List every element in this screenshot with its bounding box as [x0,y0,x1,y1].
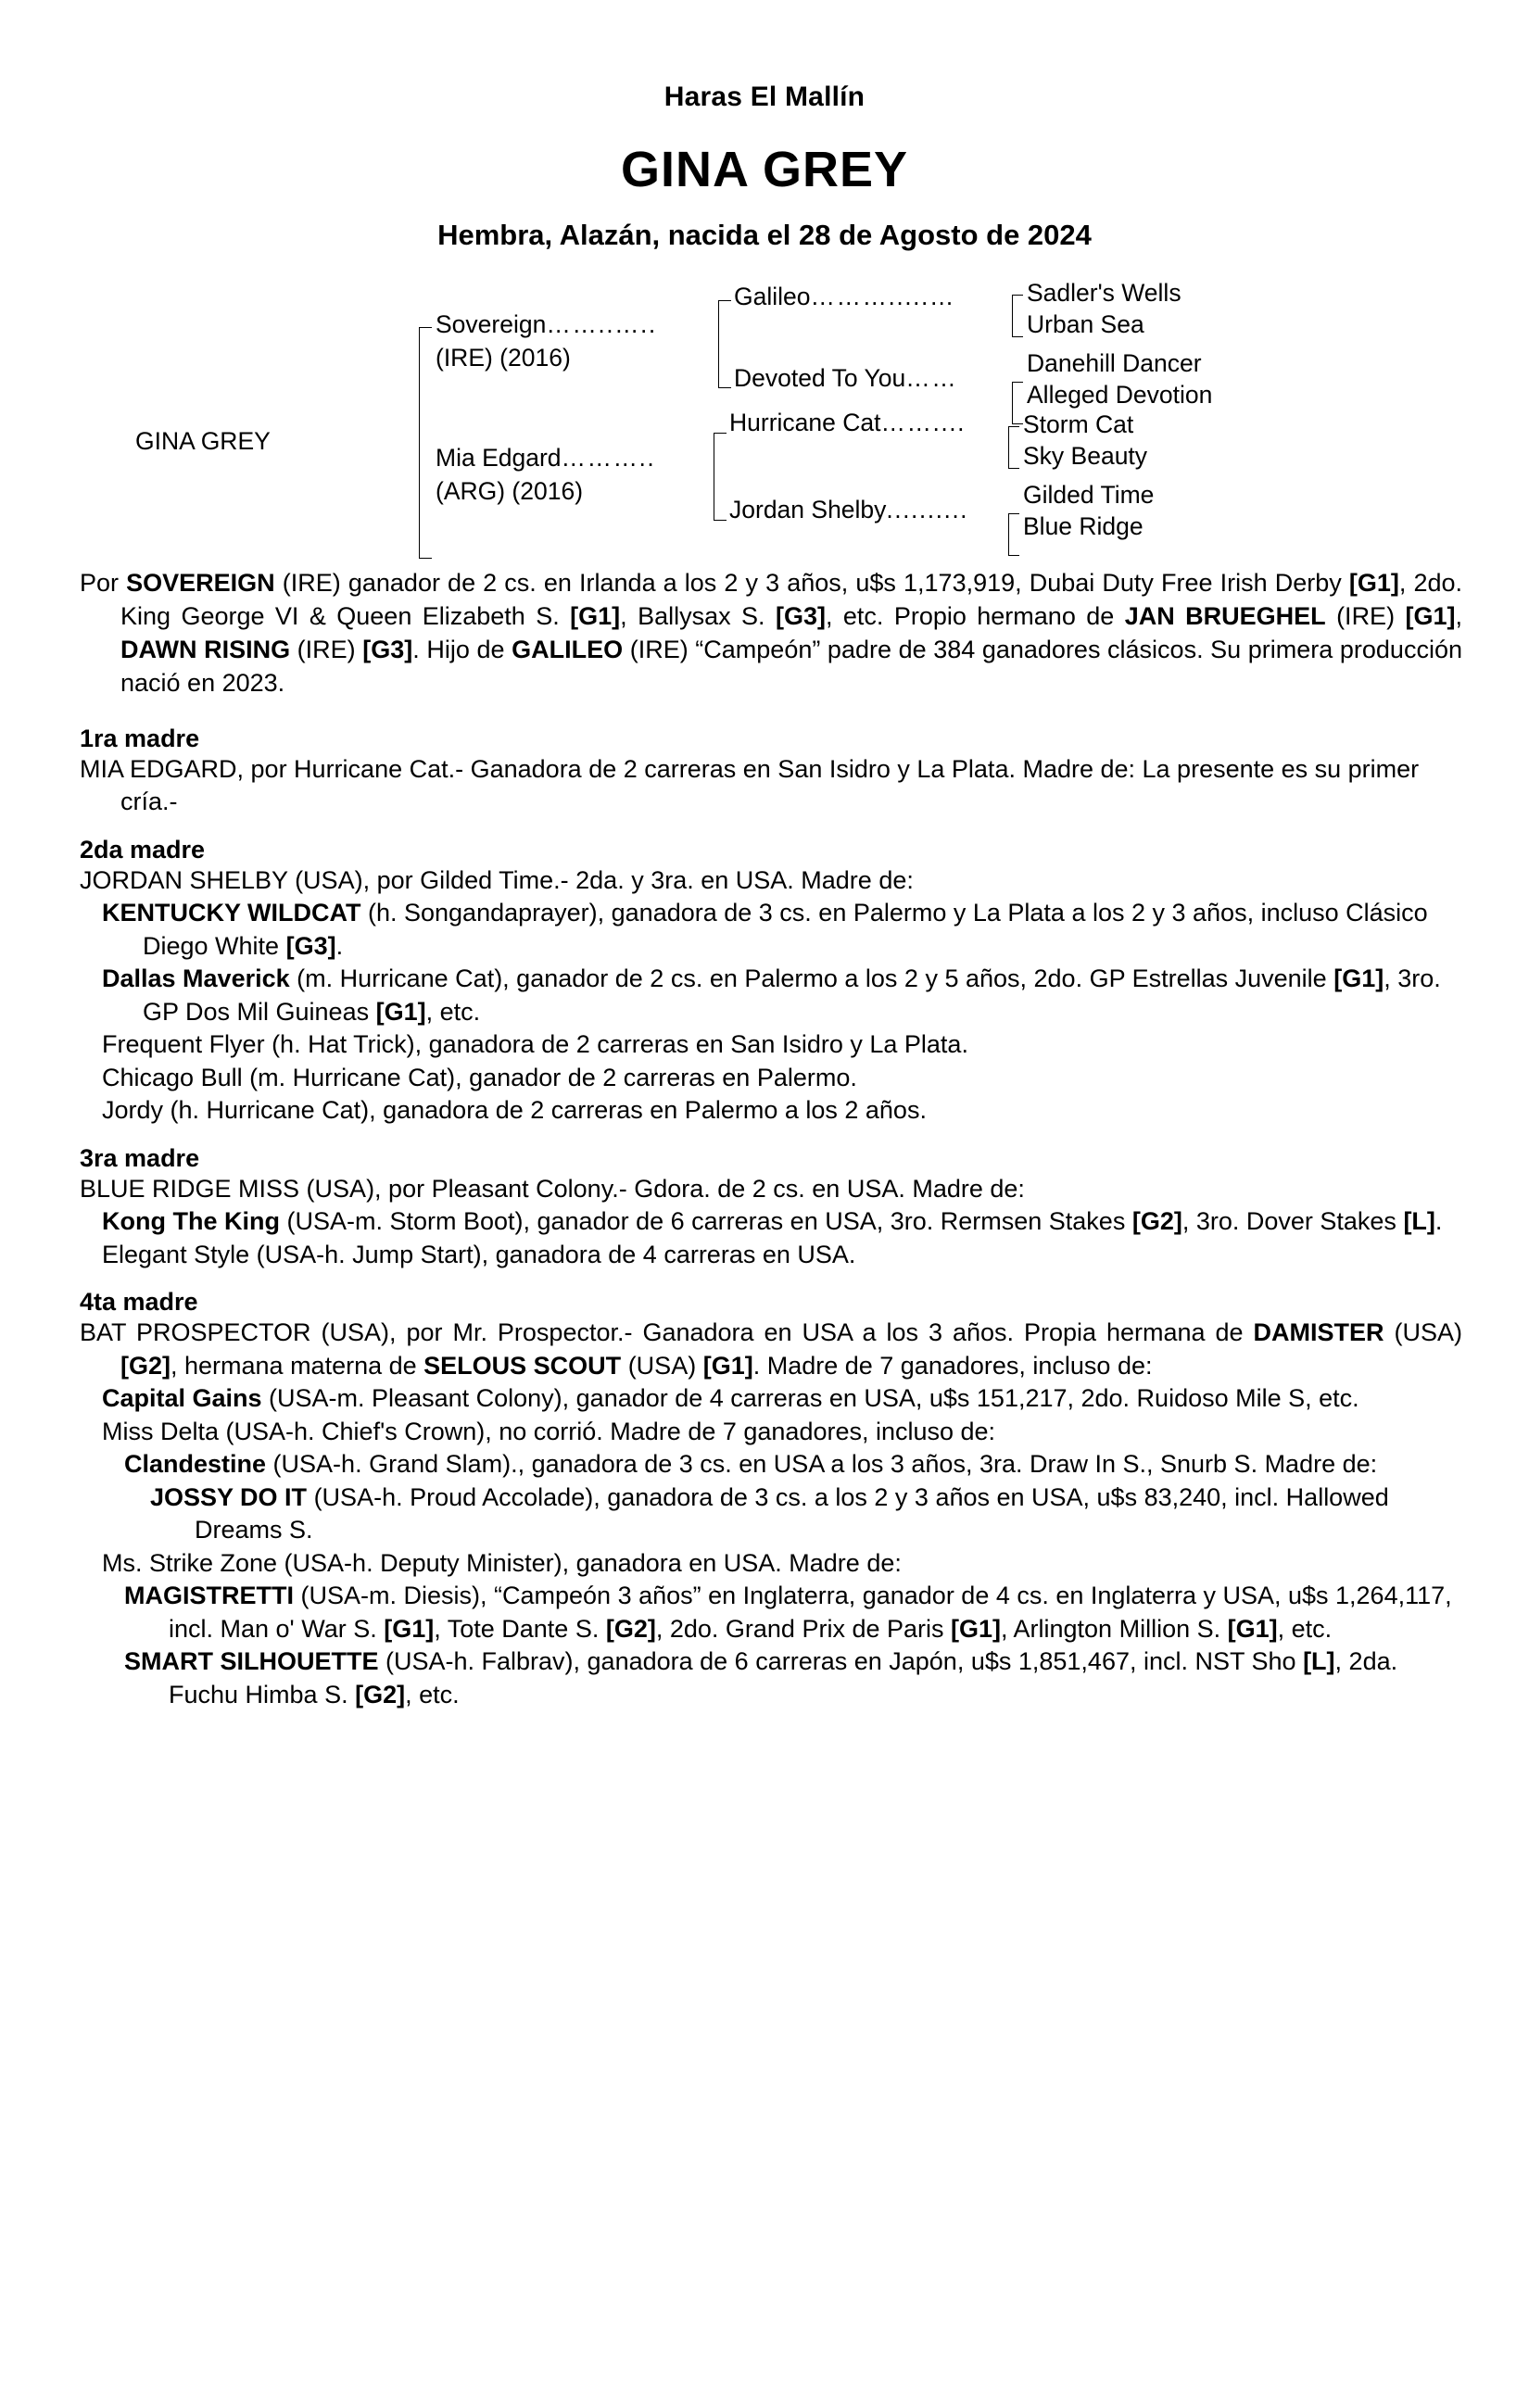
ped-g3-4 [1023,411,1133,439]
highlighted-text: MAGISTRETTI [124,1582,294,1610]
highlighted-text: [L] [1303,1647,1335,1676]
bracket-sire-gen2 [718,300,731,388]
highlighted-text: Clandestine [124,1450,267,1479]
section-heading: 3ra madre [80,1143,200,1172]
ped-dam [436,445,655,473]
highlighted-text: DAMISTER [1253,1318,1384,1347]
intro-dawn: DAWN RISING [120,635,291,663]
pedigree-entry [80,1094,1462,1128]
intro-g3b: [G3] [362,635,413,663]
highlighted-text: [G1] [384,1614,435,1643]
entry-text: , 2da. Fuchu Himba S. [169,1647,1398,1708]
intro-g1c: [G1] [1405,601,1456,630]
ped-sire-leader: ……..….. [546,310,657,338]
ped-subject [135,428,271,456]
intro-a: Por [80,569,127,597]
entry-text: , 3ro. Dover Stakes [1182,1207,1404,1236]
ped-g3-1-label: Urban Sea [1027,310,1144,338]
ped-sire-dam-name: Devoted To You [734,364,906,392]
entry-text: Jordy (h. Hurricane Cat), ganadora de 2 carreras en Palermo a los 2 años. [102,1096,927,1125]
ped-sire-dam [734,365,957,393]
entry-text: BLUE RIDGE MISS (USA), por Pleasant Colony.- Gdora. de 2 cs. en USA. Madre de: [80,1174,1025,1203]
sire-summary-paragraph [80,558,1462,700]
entry-text: Elegant Style (USA-h. Jump Start), ganadora de 4 carreras en USA. [102,1240,856,1268]
intro-j: (IRE) “Campeón” padre de 384 ganadores clásicos. Su primera producción nació en 2023. [120,635,1462,697]
ped-g3-7-label: Blue Ridge [1023,512,1144,540]
entry-text: , etc. [425,997,481,1026]
intro-h: (IRE) [290,635,363,663]
entry-text: , Arlington Million S. [1001,1614,1228,1643]
highlighted-text: [G2] [605,1614,656,1643]
highlighted-text: [G3] [285,931,336,960]
entry-text: (USA) [1384,1318,1462,1347]
pedigree-entry [80,1317,1462,1382]
intro-c: , 2do. King George VI & Queen Elizabeth S. [120,569,1462,630]
bracket-dam-gen2 [714,433,727,521]
intro-g: , [1455,601,1462,630]
ped-g3-5-label: Sky Beauty [1023,442,1148,470]
entry-text: Ms. Strike Zone (USA-h. Deputy Minister), ganadora en USA. Madre de: [102,1548,902,1577]
ped-g3-0 [1027,280,1182,308]
entry-text: (USA-h. Falbrav), ganadora de 6 carreras en Japón, u$s 1,851,467, incl. NST Sho [378,1647,1304,1676]
highlighted-text: SELOUS SCOUT [423,1351,622,1380]
highlighted-text: [G1] [1227,1614,1278,1643]
entry-text: , etc. [1277,1614,1333,1643]
entry-text: MIA EDGARD, por Hurricane Cat.- Ganadora de 2 carreras en San Isidro y La Plata. Madre de: La presente es su primer cría.- [80,754,1420,816]
highlighted-text: Capital Gains [102,1384,262,1413]
ped-dam-origin [436,478,583,506]
section-heading: 2da madre [80,835,206,864]
pedigree-entry [80,1580,1462,1645]
ped-dam-dam-leader: .......... [886,496,969,523]
pedigree-entry [80,1382,1462,1416]
ped-sire-sire [734,284,955,311]
highlighted-text: [L] [1403,1207,1435,1236]
ped-dam-sire-leader: …….... [880,409,966,436]
ped-sire-dam-leader: …… [905,364,958,392]
entry-text: . [1434,1207,1443,1236]
pedigree-entry [80,1645,1462,1711]
intro-g1b: [G1] [570,601,621,630]
pedigree-entry [80,1205,1462,1239]
ped-sire-origin-label: (IRE) (2016) [436,344,571,372]
ped-dam-name: Mia Edgard [436,444,562,472]
intro-jan: JAN BRUEGHEL [1124,601,1326,630]
intro-b: (IRE) ganador de 2 cs. en Irlanda a los 2 y 3 años, u$s 1,173,919, Dubai Duty Free Irish Derby [274,569,1349,597]
ped-sire [436,311,657,339]
ped-g3-3 [1027,382,1212,410]
ped-g3-5 [1023,443,1147,471]
bracket-gen1 [419,327,432,559]
ped-g3-1 [1027,311,1144,339]
ped-sire-name: Sovereign [436,310,547,338]
entry-text: (USA-m. Storm Boot), ganador de 6 carreras en USA, 3ro. Rermsen Stakes [279,1207,1132,1236]
ped-g3-4-label: Storm Cat [1023,410,1134,438]
intro-g1: [G1] [1348,569,1399,597]
bracket-gen3-c [1008,426,1019,469]
intro-g3: [G3] [775,601,826,630]
entry-text: (USA-h. Proud Accolade), ganadora de 3 cs. a los 2 y 3 años en USA, u$s 83,240, incl. Hallowed Dreams S. [195,1482,1389,1544]
pedigree-entry [80,1173,1462,1206]
highlighted-text: Dallas Maverick [102,964,290,993]
entry-text: , hermana materna de [171,1351,424,1380]
ped-subject-label: GINA GREY [135,427,271,455]
farm-name: Haras El Mallín [663,82,866,112]
ped-g3-2 [1027,350,1202,378]
ped-sire-sire-leader: ……….....… [810,283,955,310]
entry-text: . [335,931,344,960]
pedigree-entry [80,1239,1462,1272]
entry-text: , Tote Dante S. [434,1614,606,1643]
ped-g3-7 [1023,513,1144,541]
entry-text: (USA) [621,1351,703,1380]
entry-text: (USA-h. Grand Slam)., ganadora de 3 cs. en USA a los 3 años, 3ra. Draw In S., Snurb S. Madre de: [266,1450,1378,1479]
intro-i: . Hijo de [412,635,512,663]
section-heading: 4ta madre [80,1288,198,1317]
entry-text: . Madre de 7 ganadores, incluso de: [752,1351,1153,1380]
entry-text: , etc. [405,1680,460,1708]
ped-dam-leader: ……….. [561,444,656,472]
ped-dam-sire [729,410,966,437]
highlighted-text: [G1] [375,997,426,1026]
pedigree-entry [80,1416,1462,1449]
entry-text: Frequent Flyer (h. Hat Trick), ganadora de 2 carreras en San Isidro y La Plata. [102,1030,968,1059]
ped-sire-origin [436,345,571,372]
page-title: GINA GREY [620,142,909,197]
highlighted-text: [G2] [355,1680,406,1708]
intro-sire: SOVEREIGN [126,569,275,597]
pedigree-entry [80,1547,1462,1581]
highlighted-text: [G1] [951,1614,1001,1643]
dam-lines-container [0,700,1529,1712]
ped-dam-dam-name: Jordan Shelby [729,496,887,523]
entry-text: Miss Delta (USA-h. Chief's Crown), no corrió. Madre de 7 ganadores, incluso de: [102,1417,996,1445]
highlighted-text: JOSSY DO IT [150,1482,308,1511]
pedigree-entry [80,1028,1462,1062]
intro-galileo: GALILEO [512,635,624,663]
entry-text: (USA-m. Pleasant Colony), ganador de 4 carreras en USA, u$s 151,217, 2do. Ruidoso Mile S, etc. [261,1384,1359,1413]
entry-text: JORDAN SHELBY (USA), por Gilded Time.- 2da. y 3ra. en USA. Madre de: [80,865,914,894]
pedigree-entry [80,753,1462,819]
entry-text: (m. Hurricane Cat), ganador de 2 cs. en Palermo a los 2 y 5 años, 2do. GP Estrellas Juvenile [289,964,1334,993]
pedigree-entry [80,1062,1462,1095]
entry-text: Chicago Bull (m. Hurricane Cat), ganador de 2 carreras en Palermo. [102,1063,857,1091]
ped-dam-origin-label: (ARG) (2016) [436,477,584,505]
entry-text: (USA-m. Diesis), “Campeón 3 años” en Inglaterra, ganador de 4 cs. en Inglaterra y USA, u$s 1,264,117, incl. Man o' War S. [169,1582,1452,1643]
highlighted-text: [G1] [1333,964,1384,993]
highlighted-text: [G2] [120,1351,171,1380]
highlighted-text: KENTUCKY WILDCAT [102,899,361,927]
bracket-gen3-b [1012,382,1023,424]
horse-subtitle: Hembra, Alazán, nacida el 28 de Agosto de 2024 [437,219,1092,251]
ped-g3-6 [1023,482,1154,510]
entry-text: BAT PROSPECTOR (USA), por Mr. Prospector.- Ganadora en USA a los 3 años. Propia hermana de [80,1318,1254,1347]
entry-text: , 2do. Grand Prix de Paris [655,1614,951,1643]
highlighted-text: Kong The King [102,1207,280,1236]
ped-g3-3-label: Alleged Devotion [1027,381,1213,409]
pedigree-entry [80,864,1462,898]
ped-dam-sire-name: Hurricane Cat [729,409,881,436]
pedigree-entry [80,1448,1462,1481]
bracket-gen3-d [1008,513,1019,556]
ped-g3-6-label: Gilded Time [1023,481,1155,509]
highlighted-text: SMART SILHOUETTE [124,1647,379,1676]
entry-text: , 3ro. GP Dos Mil Guineas [143,964,1441,1026]
section-heading: 1ra madre [80,724,200,752]
pedigree-chart [0,279,1529,558]
bracket-gen3-a [1012,295,1023,337]
intro-d: , Ballysax S. [620,601,776,630]
ped-dam-dam [729,497,968,524]
intro-e: , etc. Propio hermano de [825,601,1125,630]
ped-g3-0-label: Sadler's Wells [1027,279,1182,307]
pedigree-entry [80,963,1462,1028]
entry-text: (h. Songandaprayer), ganadora de 3 cs. en Palermo y La Plata a los 2 y 3 años, incluso Clásico Diego White [143,899,1428,960]
intro-f: (IRE) [1325,601,1406,630]
ped-sire-sire-name: Galileo [734,283,811,310]
pedigree-entry [80,897,1462,963]
highlighted-text: [G1] [702,1351,753,1380]
ped-g3-2-label: Danehill Dancer [1027,349,1202,377]
pedigree-entry [80,1481,1462,1547]
highlighted-text: [G2] [1131,1207,1182,1236]
